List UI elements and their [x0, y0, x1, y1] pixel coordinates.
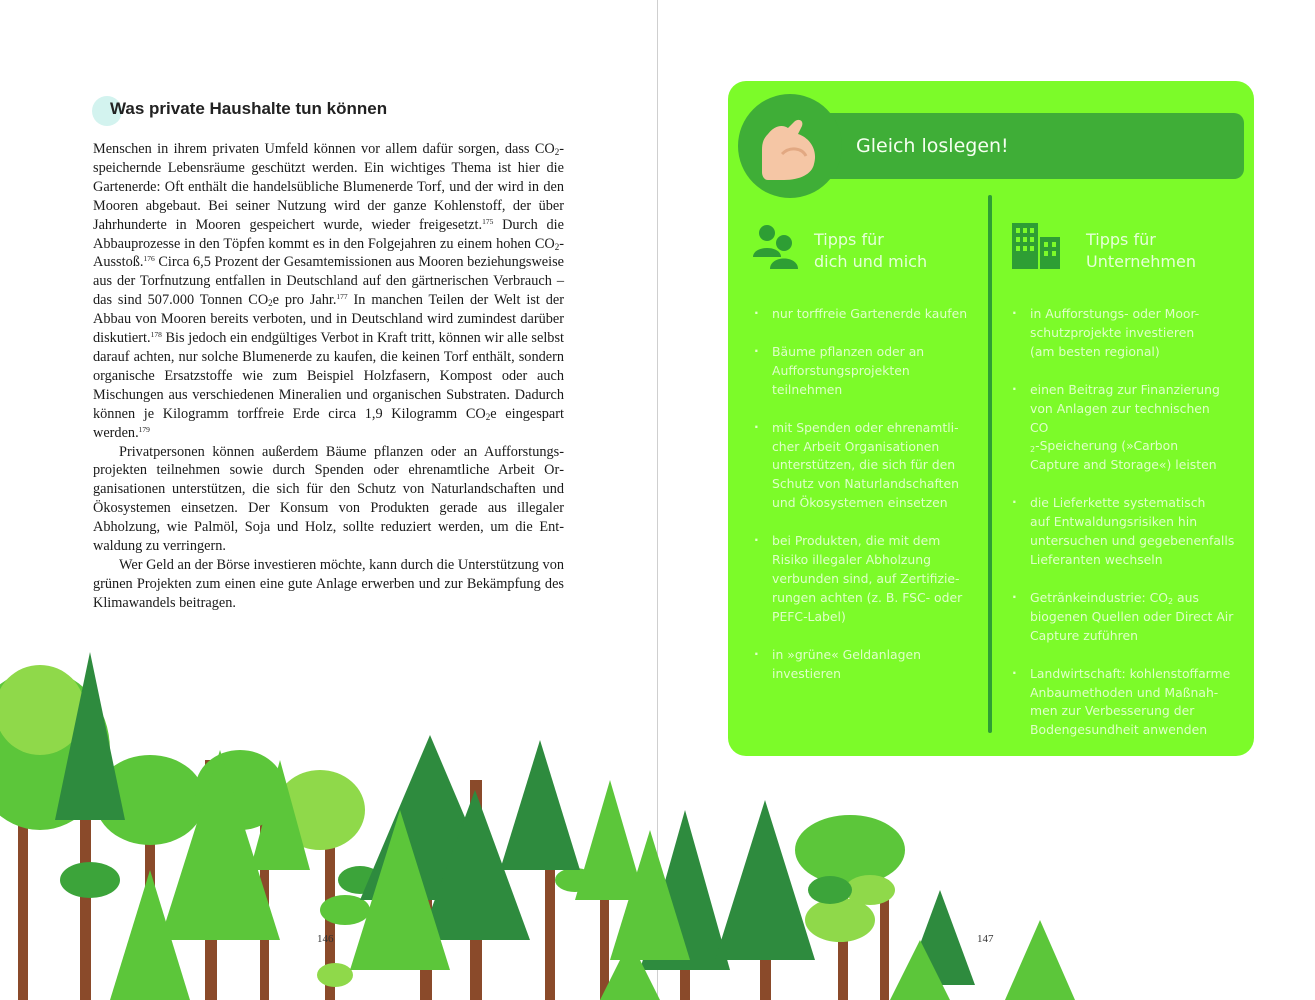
column-heading-companies: Tipps für Unternehmen: [1086, 230, 1196, 271]
list-item: · Getränkeindustrie: $CO_2$ aus biogenen Quellen oder Direct Air Capture zuführen: [1012, 589, 1242, 646]
column-heading-private: Tipps für dich und mich: [814, 230, 928, 271]
title-circle: [738, 94, 842, 198]
body-text: [93, 140, 564, 613]
paragraph-1: Menschen in ihrem privaten Umfeld können vor allem dafür sorgen, dass $CO_2$-speichernde Lebensräume geschützt werden. Ein wichtiges Thema ist hier die Gartenerde: Oft enthält die handelsübliche Blumenerde Torf, und der wird in den Mooren abgebaut. Bei seiner Nutzung wird der ganze Kohlenstoff, der über Jahrhunderte in Mooren gespeichert wurde, wieder freigesetzt.$^{175}$ Durch die Abbauprozesse in den Töpfen kommt es in den Folgejahren zu einem hohen $CO_2-Ausstoß.^{176}$ Circa 6,5 Prozent der Gesamtemissionen aus Mooren beziehungsweise aus der Torfnutzung entfallen in Deutschland auf den gärtnerischen Verbrauch – das sind 507.000 Tonnen $CO_2e$ pro Jahr.$^{177}$ In manchen Teilen der Welt ist der Abbau von Mooren bereits verboten, und in Deutschland wird zumindest darüber diskutiert.$^{178}$ Bis jedoch ein endgültiges Verbot in Kraft tritt, können wir alle selbst darauf achten, nur solche Blumenerde zu kaufen, die keinen Torf enthält, sondern organische Ersatzstoffe wie zum Beispiel Holzfasern, Kompost oder auch Mischungen aus verschiedenen Mineralien und organischen Substraten. Dadurch können je Kilogramm torffreie Erde circa 1,9 Kilogramm $CO_2e$ eingespart werden.$^{179}$: [93, 141, 565, 441]
buildings-icon: [1010, 221, 1062, 271]
people-icon: [750, 221, 800, 271]
list-item: · Landwirtschaft: kohlenstoffarme Anbaumethoden und Maßnah- men zur Verbesserung der Bodengesundheit anwenden: [1012, 665, 1242, 741]
list-item: · die Lieferkette systematisch auf Entwaldungsrisiken hin untersuchen und gegebenenfalls Lieferanten wechseln: [1012, 494, 1242, 570]
list-item: · Bäume pflanzen oder an Aufforstungsprojekten teilnehmen: [754, 343, 964, 400]
list-item: · nur torffreie Gartenerde kaufen: [754, 305, 964, 324]
section-heading-text: Was private Haushalte tun können: [110, 99, 388, 118]
tips-box: [728, 81, 1254, 756]
box-title: Gleich loslegen!: [856, 135, 1009, 157]
list-item: · einen Beitrag zur Finanzierung von Anlagen zur technischen CO $_2$-Speicherung (»Carbon Capture and Storage«) leisten: [1012, 381, 1242, 476]
paragraph-2: Privatpersonen können außerdem Bäume pflanzen oder an Aufforstungsprojekten teilnehmen sowie durch Spenden oder ehrenamtliche Arbeit Organisationen unterstützen, die sich für den Schutz von Naturlandschaften und Ökosystemen einsetzen. Der Konsum von Produkten gerade aus illegaler Abholzung, wie Palmöl, Soja und Holz, sollte reduziert werden, um die Entwaldung zu verringern.: [93, 443, 564, 555]
flexed-arm-icon: [738, 94, 842, 198]
list-item: · in »grüne« Geldanlagen investieren: [754, 646, 964, 684]
list-item: · bei Produkten, die mit dem Risiko illegaler Abholzung verbunden sind, auf Zertifizie- rungen achten (z. B. FSC- oder PEFC-Label): [754, 532, 964, 627]
list-item: · mit Spenden oder ehrenamtli- cher Arbeit Organisationen unterstützen, die sich für den Schutz von Naturlandschaften und Ökosystemen einsetzen: [754, 419, 964, 514]
tips-list-private: [754, 305, 968, 684]
tips-list-companies: [1012, 305, 1242, 740]
page-number-left: 146: [317, 933, 334, 945]
list-item: · in Aufforstungs- oder Moor- schutzprojekte investieren (am besten regional): [1012, 305, 1242, 362]
page-number-right: 147: [977, 933, 994, 945]
paragraph-3: Wer Geld an der Börse investieren möchte, kann durch die Unterstützung von grünen Projekten zum einen eine gute Anlage erwerben und zur Bekämpfung des Klimawandels beitragen.: [93, 556, 564, 611]
column-divider: [988, 195, 992, 733]
